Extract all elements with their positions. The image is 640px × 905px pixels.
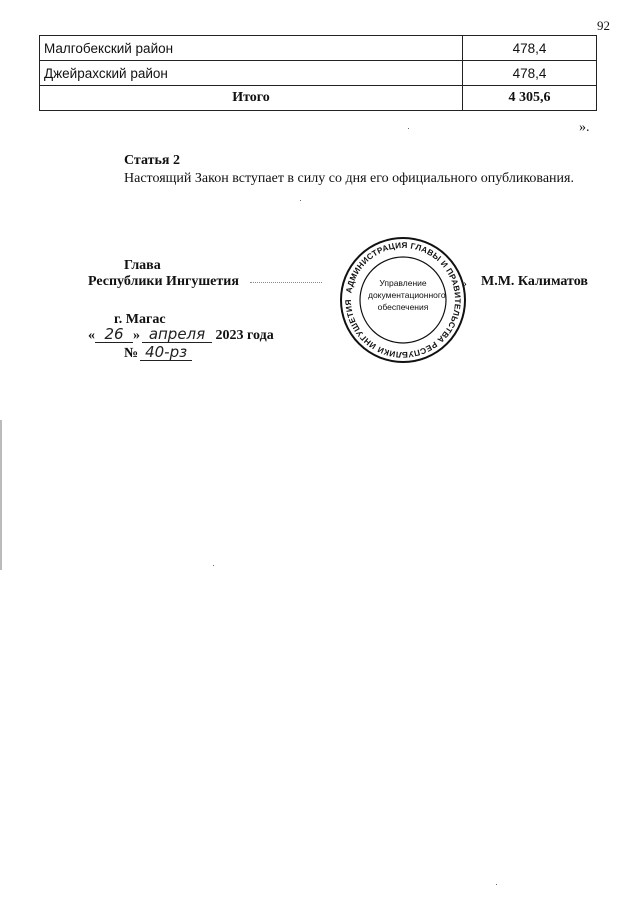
signature-mark: › (463, 276, 467, 290)
total-label: Итого (40, 86, 463, 111)
table-row (40, 61, 597, 86)
scan-speck (300, 200, 301, 201)
official-stamp (338, 235, 468, 365)
handwritten-number: 40-рз (140, 344, 192, 361)
district-cell: Малгобекский район (40, 36, 463, 61)
value-cell: 478,4 (463, 61, 597, 86)
scan-speck (496, 884, 497, 885)
signatory-title-line1: Глава (124, 258, 161, 273)
districts-table (39, 35, 597, 111)
number-sign: № (124, 346, 139, 361)
article-text: Настоящий Закон вступает в силу со дня его официального опубликования. (124, 171, 574, 186)
total-value: 4 305,6 (463, 86, 597, 111)
scan-speck (213, 565, 214, 566)
value-cell: 478,4 (463, 36, 597, 61)
handwritten-day: 26 (95, 326, 133, 343)
signatory-title-line2: Республики Ингушетия (88, 274, 239, 289)
table-row (40, 36, 597, 61)
district-cell: Джейрахский район (40, 61, 463, 86)
date-open-quote: « (88, 328, 95, 343)
table-total-row (40, 86, 597, 111)
scan-speck (408, 128, 409, 129)
closing-quote: ». (579, 120, 590, 135)
signature-line (250, 282, 322, 283)
stamp-outer-text: АДМИНИСТРАЦИЯ ГЛАВЫ И ПРАВИТЕЛЬСТВА РЕСПУБЛИКИ ИНГУШЕТИЯ (343, 240, 463, 360)
law-number-line (124, 344, 192, 362)
signatory-name: М.М. Калиматов (481, 274, 588, 289)
date-close-quote: » (133, 328, 140, 343)
date-year: 2023 года (215, 328, 274, 343)
scan-edge-mark (0, 420, 2, 570)
date-line (88, 326, 274, 344)
handwritten-month: апреля (142, 326, 212, 343)
page-number: 92 (597, 18, 610, 33)
article-title: Статья 2 (124, 153, 180, 168)
stamp-inner-text: Управление документационного обеспечения (368, 278, 446, 312)
place-city: г. Магас (114, 312, 166, 327)
